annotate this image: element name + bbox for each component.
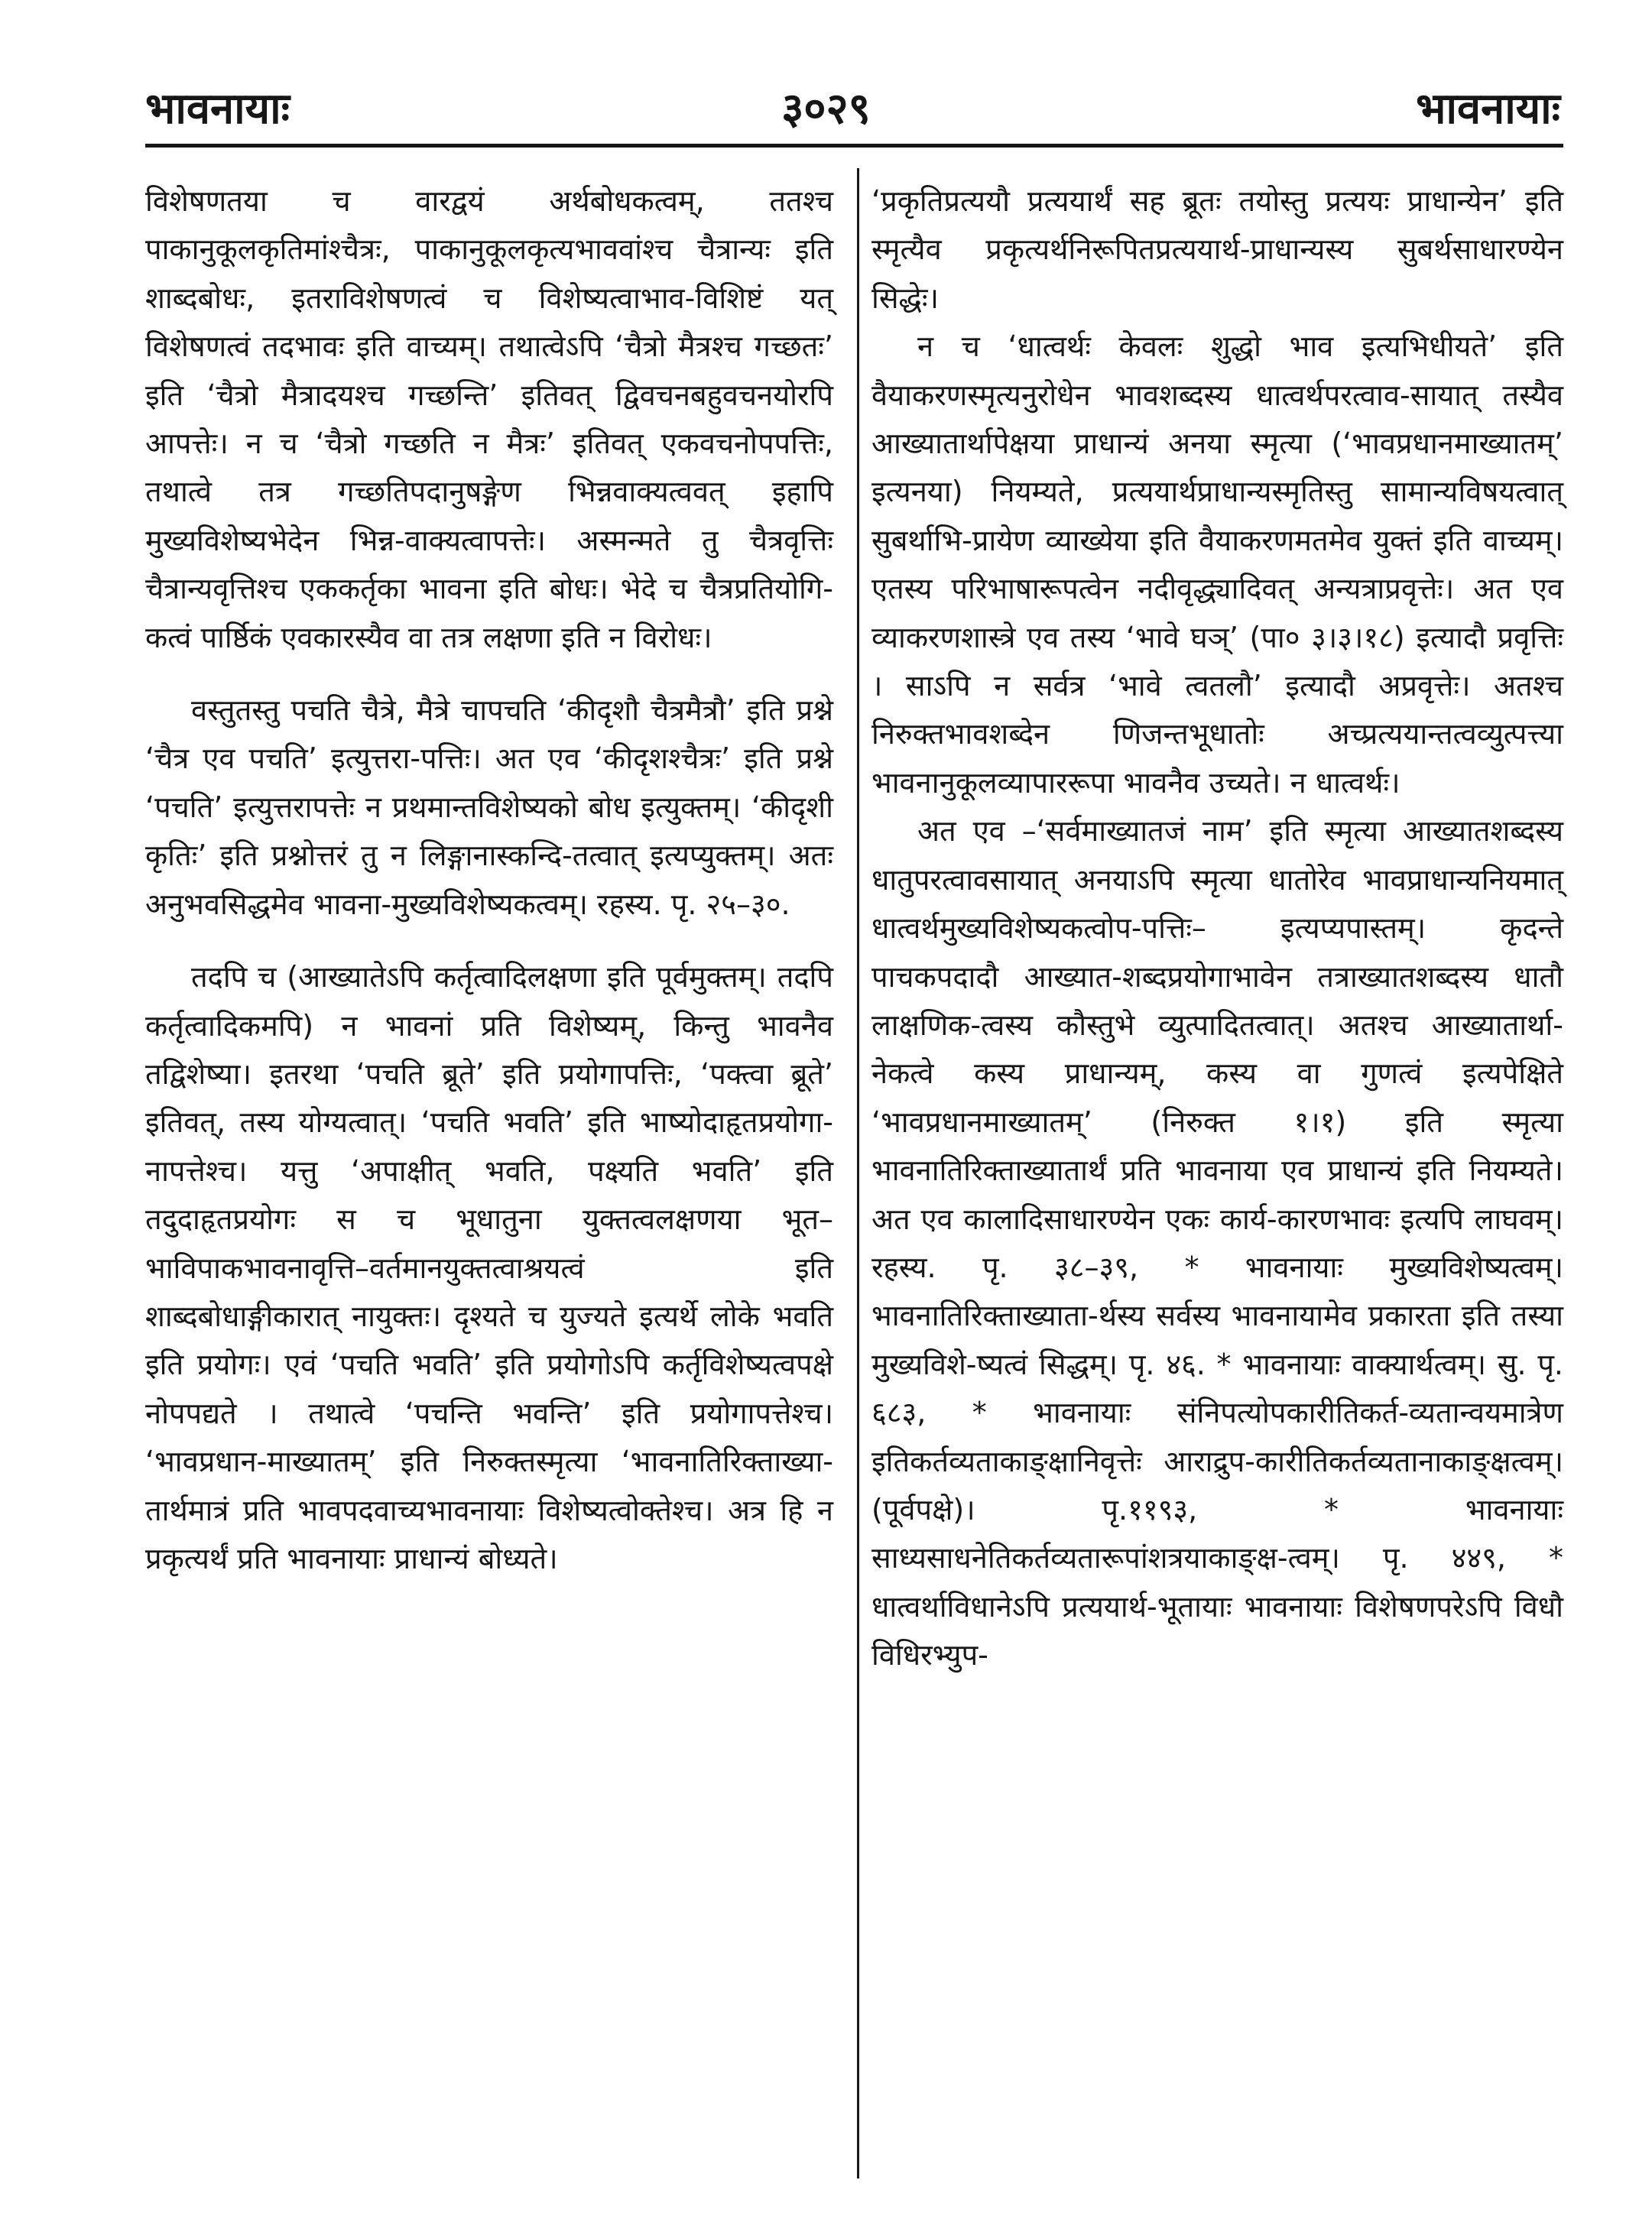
- left-column: [145, 177, 833, 1583]
- left-paragraph-3: तदपि च (आख्यातेऽपि कर्तृत्वादिलक्षणा इति पूर्वमुक्तम्। तदपि कर्तृत्वादिकमपि) न भावनां प्रति विशेष्यम्, किन्तु भावनैव तद्विशेष्या। इतरथा ‘पचति ब्रूते’ इति प्रयोगापत्तिः, ‘पक्त्वा ब्रूते’ इतिवत्, तस्य योग्यत्वात्। ‘पचति भवति’ इति भाष्योदाहृतप्रयोगा-नापत्तेश्च। यत्तु ‘अपाक्षीत् भवति, पक्ष्यति भवति’ इति तदुदाहृतप्रयोगः स च भूधातुना युक्तत्वलक्षणया भूत–भाविपाकभावनावृत्ति–वर्तमानयुक्तत्वाश्रयत्वं इति शाब्दबोधाङ्गीकारात् नायुक्तः। दृश्यते च युज्यते इत्यर्थे लोके भवति इति प्रयोगः। एवं ‘पचति भवति’ इति प्रयोगोऽपि कर्तृविशेष्यत्वपक्षे नोपपद्यते । तथात्वे ‘पचन्ति भवन्ति’ इति प्रयोगापत्तेश्च। ‘भावप्रधान-माख्यातम्’ इति निरुक्तस्मृत्या ‘भावनातिरिक्ताख्या-तार्थमात्रं प्रति भावपदवाच्यभावनायाः विशेष्यत्वोक्तेश्च। अत्र हि न प्रकृत्यर्थं प्रति भावनायाः प्राधान्यं बोध्यते।: [145, 960, 833, 1575]
- right-paragraph-1: ‘प्रकृतिप्रत्ययौ प्रत्ययार्थं सह ब्रूतः तयोस्तु प्रत्ययः प्राधान्येन’ इति स्मृत्यैव प्रकृत्यर्थनिरूपितप्रत्ययार्थ-प्राधान्यस्य सुबर्थसाधारण्येन सिद्धेः।: [871, 184, 1563, 315]
- running-head-right: भावनायाः: [1416, 84, 1560, 134]
- left-paragraph-1: विशेषणतया च वारद्वयं अर्थबोधकत्वम्, ततश्च पाकानुकूलकृतिमांश्चैत्रः, पाकानुकूलकृत्यभाववांश्च चैत्रान्यः इति शाब्दबोधः, इतराविशेषणत्वं च विशेष्यत्वाभाव-विशिष्टं यत् विशेषणत्वं तदभावः इति वाच्यम्। तथात्वेऽपि ‘चैत्रो मैत्रश्च गच्छतः’ इति ‘चैत्रो मैत्रादयश्च गच्छन्ति’ इतिवत् द्विवचनबहुवचनयोरपि आपत्तेः। न च ‘चैत्रो गच्छति न मैत्रः’ इतिवत् एकवचनोपपत्तिः, तथात्वे तत्र गच्छतिपदानुषङ्गेण भिन्नवाक्यत्ववत् इहापि मुख्यविशेष्यभेदेन भिन्न-वाक्यत्वापत्तेः। अस्मन्मते तु चैत्रवृत्तिः चैत्रान्यवृत्तिश्च एककर्तृका भावना इति बोधः। भेदे च चैत्रप्रतियोगि-कत्वं पार्ष्ठिकं एवकारस्यैव वा तत्र लक्षणा इति न विरोधः।: [145, 184, 833, 654]
- right-column: [871, 177, 1563, 1680]
- page-number: ३०२९: [781, 84, 871, 134]
- right-paragraph-2: न च ‘धात्वर्थः केवलः शुद्धो भाव इत्यभिधीयते’ इति वैयाकरणस्मृत्यनुरोधेन भावशब्दस्य धात्वर्थपरत्वाव-सायात् तस्यैव आख्यातार्थापेक्षया प्राधान्यं अनया स्मृत्या (‘भावप्रधानमाख्यातम्’ इत्यनया) नियम्यते, प्रत्ययार्थप्राधान्यस्मृतिस्तु सामान्यविषयत्वात् सुबर्थाभि-प्रायेण व्याख्येया इति वैयाकरणमतमेव युक्तं इति वाच्यम्। एतस्य परिभाषारूपत्वेन नदीवृद्ध्यादिवत् अन्यत्राप्रवृत्तेः। अत एव व्याकरणशास्त्रे एव तस्य ‘भावे घञ्’ (पा० ३।३।१८) इत्यादौ प्रवृत्तिः । साऽपि न सर्वत्र ‘भावे त्वतलौ’ इत्यादौ अप्रवृत्तेः। अतश्च निरुक्तभावशब्देन णिजन्तभूधातोः अच्प्रत्ययान्तत्वव्युत्पत्त्या भावनानुकूलव्यापाररूपा भावनैव उच्यते। न धात्वर्थः।: [871, 329, 1563, 800]
- column-divider: [857, 168, 859, 2178]
- right-paragraph-3: अत एव –‘सर्वमाख्यातजं नाम’ इति स्मृत्या आख्यातशब्दस्य धातुपरत्वावसायात् अनयाऽपि स्मृत्या धातोरेव भावप्राधान्यनियमात् धात्वर्थमुख्यविशेष्यकत्वोप-पत्तिः– इत्यप्यपास्तम्। कृदन्ते पाचकपदादौ आख्यात-शब्दप्रयोगाभावेन तत्राख्यातशब्दस्य धातौ लाक्षणिक-त्वस्य कौस्तुभे व्युत्पादितत्वात्। अतश्च आख्यातार्था-नेकत्वे कस्य प्राधान्यम्, कस्य वा गुणत्वं इत्यपेक्षिते ‘भावप्रधानमाख्यातम्’ (निरुक्त १।१) इति स्मृत्या भावनातिरिक्ताख्यातार्थं प्रति भावनाया एव प्राधान्यं इति नियम्यते। अत एव कालादिसाधारण्येन एकः कार्य-कारणभावः इत्यपि लाघवम्। रहस्य. पृ. ३८–३९, * भावनायाः मुख्यविशेष्यत्वम्। भावनातिरिक्ताख्याता-र्थस्य सर्वस्य भावनायामेव प्रकारता इति तस्या मुख्यविशे-ष्यत्वं सिद्धम्। पृ. ४६. * भावनायाः वाक्यार्थत्वम्। सु. पृ. ६८३, * भावनायाः संनिपत्योपकारीतिकर्त-व्यतान्वयमात्रेण इतिकर्तव्यताकाङ्क्षानिवृत्तेः आराद्रुप-कारीतिकर्तव्यतानाकाङ्क्षत्वम्। (पूर्वपक्षे)। पृ.११९३, * भावनायाः साध्यसाधनेतिकर्तव्यतारूपांशत्रयाकाङ्क्ष-त्वम्। पृ. ४४९, * धात्वर्थाविधानेऽपि प्रत्ययार्थ-भूतायाः भावनायाः विशेषणपरेऽपि विधौ विधिरभ्युप-: [871, 814, 1563, 1672]
- running-head-left: भावनायाः: [145, 84, 290, 134]
- header-rule: [145, 144, 1563, 148]
- left-paragraph-2: वस्तुतस्तु पचति चैत्रे, मैत्रे चापचति ‘कीदृशौ चैत्रमैत्रौ’ इति प्रश्ने ‘चैत्र एव पचति’ इत्युत्तरा-पत्तिः। अत एव ‘कीदृशश्चैत्रः’ इति प्रश्ने ‘पचति’ इत्युत्तरापत्तेः न प्रथमान्तविशेष्यको बोध इत्युक्तम्। ‘कीदृशी कृतिः’ इति प्रश्नोत्तरं तु न लिङ्गानास्कन्दि-तत्वात् इत्यप्युक्तम्। अतः अनुभवसिद्धमेव भावना-मुख्यविशेष्यकत्वम्। रहस्य. पृ. २५–३०.: [145, 693, 833, 921]
